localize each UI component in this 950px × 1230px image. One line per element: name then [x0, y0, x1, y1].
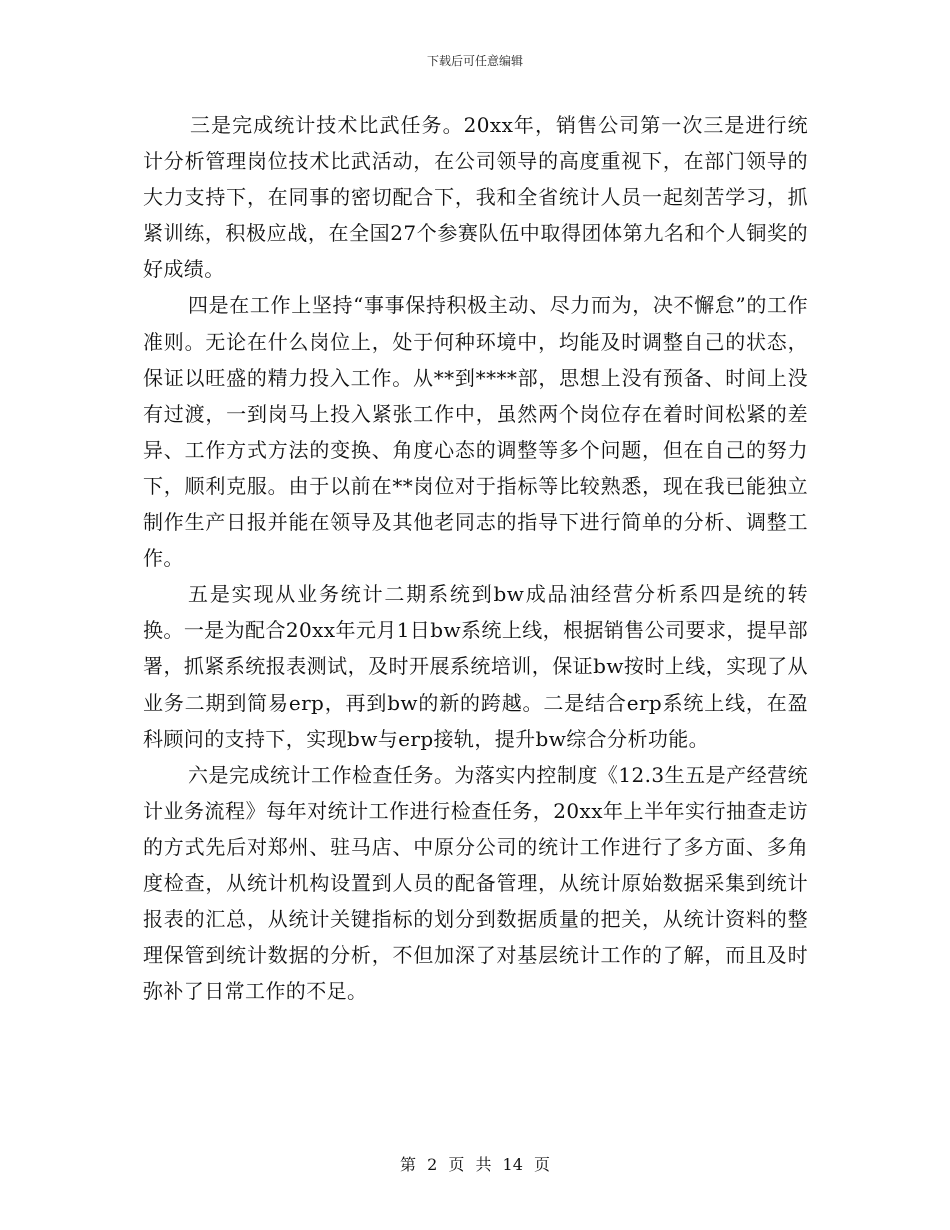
paragraph-4-work-principle: 四是在工作上坚持“事事保持积极主动、尽力而为，决不懈怠”的工作准则。无论在什么岗位上，处于何种环境中，均能及时调整自己的状态，保证以旺盛的精力投入工作。从**到****部，思想上没有预备、时间上没有过渡，一到岗马上投入紧张工作中，虽然两个岗位存在着时间松紧的差异、工作方式方法的变换、角度心态的调整等多个问题，但在自己的努力下，顺利克服。由于以前在**岗位对于指标等比较熟悉，现在我已能独立制作生产日报并能在领导及其他老同志的指导下进行简单的分析、调整工作。 [143, 293, 808, 571]
paragraph-6-inspection-task: 六是完成统计工作检查任务。为落实内控制度《12.3生五是产经营统计业务流程》每年对统计工作进行检查任务，20xx年上半年实行抽查走访的方式先后对郑州、驻马店、中原分公司的统计工作进行了多方面、多角度检查，从统计机构设置到人员的配备管理，从统计原始数据采集到统计报表的汇总，从统计关键指标的划分到数据质量的把关，从统计资料的整理保管到统计数据的分析，不但加深了对基层统计工作的了解，而且及时弥补了日常工作的不足。 [143, 762, 808, 1004]
page-header: 下载后可任意编辑 [426, 54, 523, 68]
paragraph-5-system-transition: 五是实现从业务统计二期系统到bw成品油经营分析系四是统的转换。一是为配合20xx年元月1日bw系统上线，根据销售公司要求，提早部署，抓紧系统报表测试，及时开展系统培训，保证bw按时上线，实现了从业务二期到简易erp，再到bw的新的跨越。二是结合erp系统上线，在盈科顾问的支持下，实现bw与erp接轨，提升bw综合分析功能。 [143, 582, 808, 751]
document-body [143, 107, 808, 1009]
paragraph-3-statistics-competition: 三是完成统计技术比武任务。20xx年，销售公司第一次三是进行统计分析管理岗位技术比武活动，在公司领导的高度重视下，在部门领导的大力支持下，在同事的密切配合下，我和全省统计人员一起刻苦学习，抓紧训练，积极应战，在全国27个参赛队伍中取得团体第九名和个人铜奖的好成绩。 [143, 113, 808, 282]
page-footer: 第 2 页 共 14 页 [400, 1155, 550, 1174]
